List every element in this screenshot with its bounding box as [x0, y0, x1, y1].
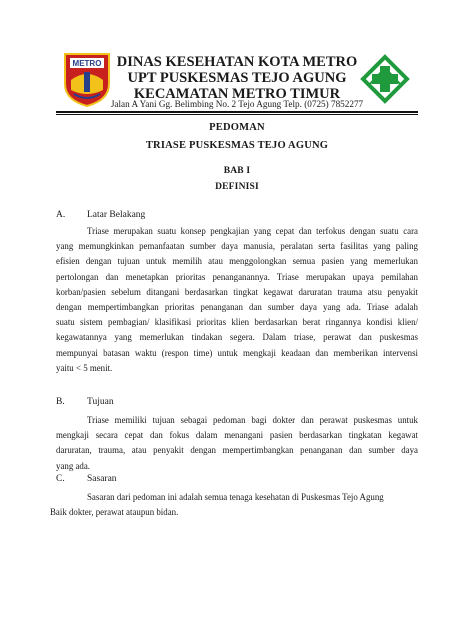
paragraph-line: Baik dokter, perawat ataupun bidan. [50, 507, 179, 518]
paragraph-line: yang ada. [56, 460, 91, 471]
paragraph-line: korban/pasien sebelum ditangani berdasarkan tingkat kegawat daruratan trauma atsu penyakit [56, 286, 418, 297]
paragraph-line: daruratan, trauma, atau penyakit dengan mempertimbangkan penanganan dan sumber daya [56, 445, 418, 456]
section-c-title: Sasaran [87, 474, 117, 484]
paragraph-line: mempunyai batasan waktu (respon time) untuk mengkaji keadaan dan memberikan intervensi [56, 347, 418, 358]
section-b-paragraph [56, 413, 418, 474]
section-b-number: B. [56, 397, 65, 407]
section-c-paragraph [50, 490, 418, 520]
paragraph-line: mengkaji secara cepat dan fokus dalam menangani pasien berdasarkan tingkatan kegawat [56, 430, 418, 441]
paragraph-line: Triase memiliki tujuan sebagai pedoman bagi dokter dan perawat puskesmas untuk [87, 415, 418, 425]
letterhead-address: Jalan A Yani Gg. Belimbing No. 2 Tejo Agung Telp. (0725) 7852277 [110, 99, 364, 109]
crest-text: METRO [72, 59, 102, 68]
paragraph-line: Triase merupakan suatu konsep pengkajian yang cepat dan terfokus dengan suatu cara [87, 226, 418, 236]
letterhead-line-3: KECAMATAN METRO TIMUR [133, 86, 341, 102]
paragraph-line: pertolongan dan menetapkan prioritas penanganannya. Triase merupakan upaya pemilahan [56, 271, 418, 282]
doc-title-triase: TRIASE PUSKESMAS TEJO AGUNG [145, 140, 329, 151]
letterhead-line-1: DINAS KESEHATAN KOTA METRO [116, 54, 358, 70]
paragraph-line: dengan mempertimbangkan prioritas penanganan dan sumber daya yang ada. Triase adalah [56, 302, 418, 313]
chapter-label: BAB I [223, 166, 251, 176]
chapter-title: DEFINISI [215, 182, 259, 192]
puskesmas-cross-icon [360, 54, 410, 104]
paragraph-line: yang memungkinkan pemanfaatan sumber daya manusia, peralatan serta fasilitas yang paling [56, 241, 418, 252]
paragraph-line: kegawatannya yang memerlukan tindakan segera. Dalam triase, perawat dan puskesmas [56, 332, 418, 343]
paragraph-line: efisien dengan tujuan untuk memilih atau menggolongkan semua pasien yang memerlukan [56, 256, 418, 267]
doc-title-pedoman: PEDOMAN [209, 122, 265, 133]
section-a-number: A. [56, 210, 66, 220]
paragraph-line: suatu sistem pembagian/ klasifikasi prioritas klien berdasarkan berat ringannya kondisi klien/ [56, 317, 418, 328]
section-b-title: Tujuan [87, 397, 114, 407]
letterhead-rule-thin [56, 114, 418, 115]
letterhead-rule-thick [56, 111, 418, 113]
section-a-paragraph [56, 224, 418, 376]
section-a-title: Latar Belakang [87, 210, 146, 220]
paragraph-line: yaitu < 5 menit. [56, 362, 113, 373]
section-c-number: C. [56, 474, 65, 484]
paragraph-line: Sasaran dari pedoman ini adalah semua tenaga kesehatan di Puskesmas Tejo Agung [87, 492, 384, 502]
letterhead-line-2: UPT PUSKESMAS TEJO AGUNG [127, 70, 347, 86]
